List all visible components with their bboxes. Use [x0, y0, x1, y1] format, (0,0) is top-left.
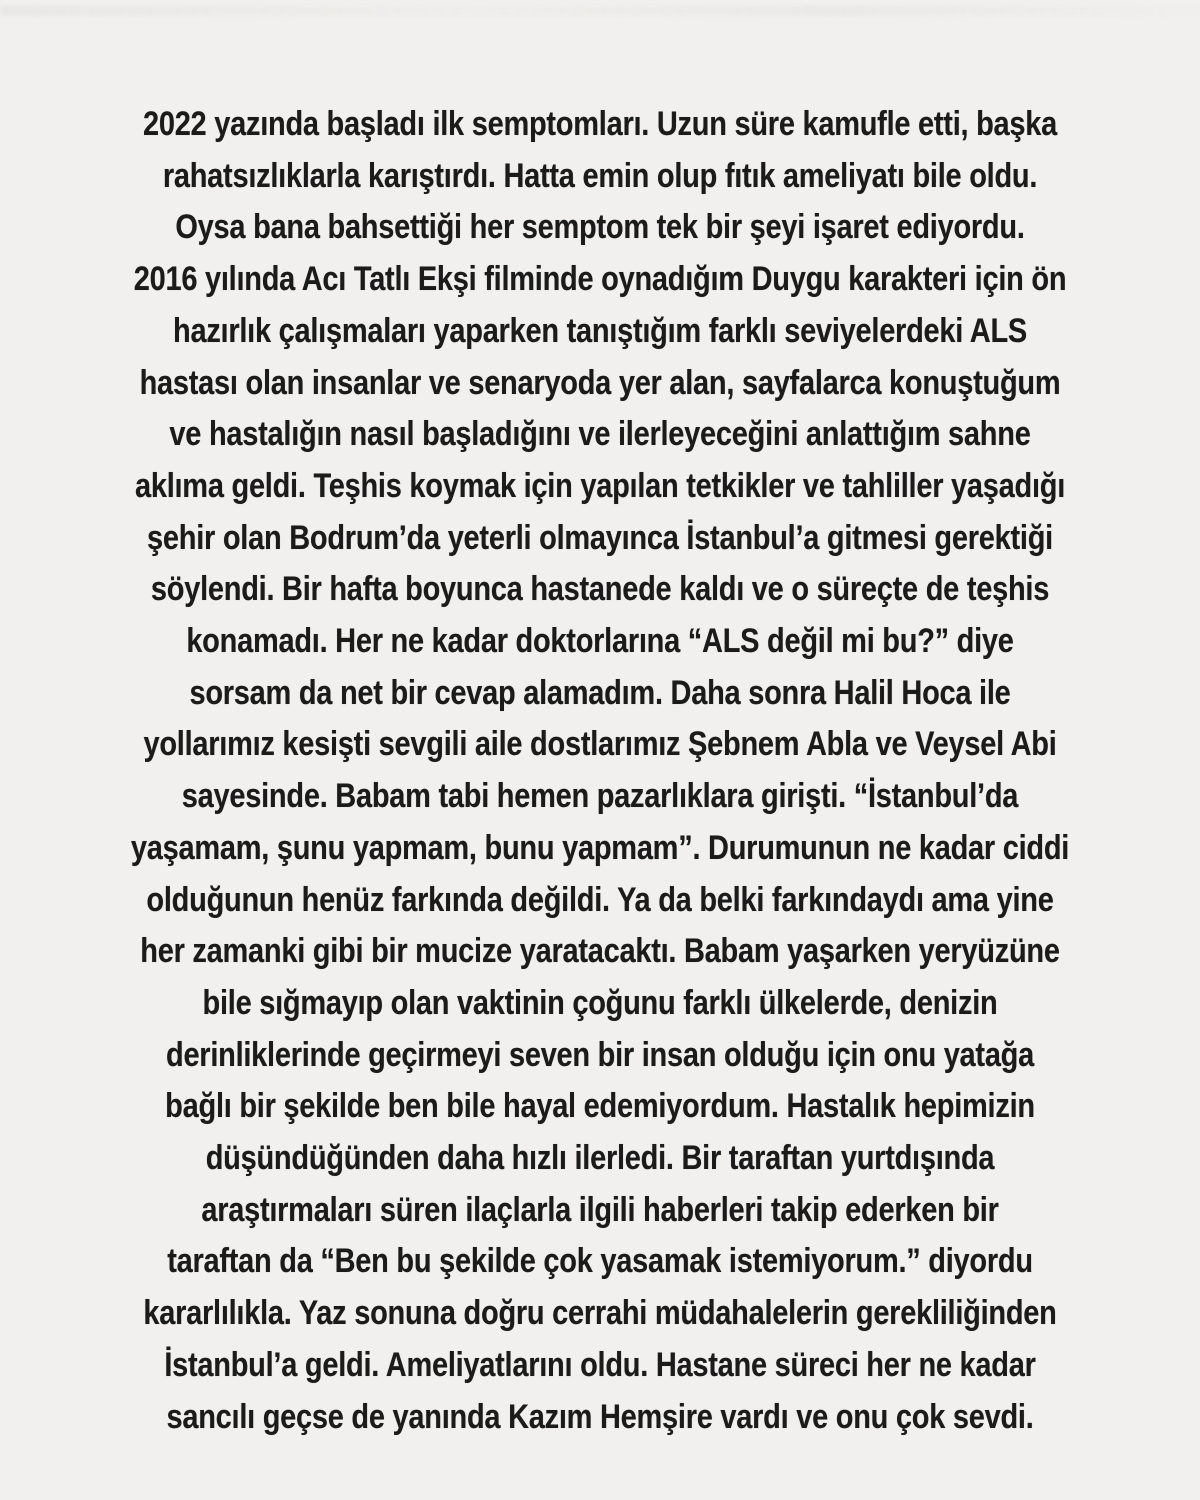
text-line: araştırmaları süren ilaçlarla ilgili haberleri takip ederken bir [201, 1190, 999, 1229]
text-line: olduğunun henüz farkında değildi. Ya da belki farkındaydı ama yine [146, 880, 1054, 919]
text-line: İstanbul’a geldi. Ameliyatlarını oldu. Hastane süreci her ne kadar [164, 1345, 1036, 1384]
text-line: her zamanki gibi bir mucize yaratacaktı. Babam yaşarken yeryüzüne [140, 932, 1060, 971]
text-line: kararlılıkla. Yaz sonuna doğru cerrahi müdahalelerin gerekliliğinden [143, 1294, 1057, 1333]
text-line: sayesinde. Babam tabi hemen pazarlıklara girişti. “İstanbul’da [181, 777, 1019, 816]
top-edge-artifact [0, 6, 1200, 16]
text-line: sorsam da net bir cevap alamadım. Daha sonra Halil Hoca ile [189, 673, 1011, 712]
text-line: hastası olan insanlar ve senaryoda yer alan, sayfalarca konuştuğum [139, 363, 1061, 402]
text-line: düşündüğünden daha hızlı ilerledi. Bir taraftan yurtdışında [205, 1139, 995, 1178]
text-line: sancılı geçse de yanında Kazım Hemşire vardı ve onu çok sevdi. [166, 1397, 1034, 1436]
text-line: taraftan da “Ben bu şekilde çok yasamak istemiyorum.” diyordu [167, 1242, 1033, 1281]
text-line: 2022 yazında başladı ilk semptomları. Uzun süre kamufle etti, başka [142, 105, 1058, 143]
text-line: söylendi. Bir hafta boyunca hastanede kaldı ve o süreçte de teşhis [150, 570, 1050, 609]
text-line: şehir olan Bodrum’da yeterli olmayınca İstanbul’a gitmesi gerektiği [147, 518, 1053, 557]
text-line: ve hastalığın nasıl başladığını ve ilerleyeceğini anlattığım sahne [169, 415, 1031, 454]
text-line: derinliklerinde geçirmeyi seven bir insan olduğu için onu yatağa [165, 1035, 1035, 1074]
text-line: aklıma geldi. Teşhis koymak için yapılan tetkikler ve tahliller yaşadığı [134, 466, 1066, 505]
text-line: hazırlık çalışmaları yaparken tanıştığım farklı seviyelerdeki ALS [173, 311, 1027, 350]
text-line: konamadı. Her ne kadar doktorlarına “ALS değil mi bu?” diye [186, 622, 1014, 661]
text-line: yaşamam, şunu yapmam, bunu yapmam”. Durumunun ne kadar ciddi [130, 828, 1070, 867]
text-line: bile sığmayıp olan vaktinin çoğunu farklı ülkelerde, denizin [202, 983, 998, 1022]
text-line: yollarımız kesişti sevgili aile dostlarımız Şebnem Abla ve Veysel Abi [143, 725, 1057, 764]
text-line: Oysa bana bahsettiği her semptom tek bir şeyi işaret ediyordu. [175, 208, 1025, 247]
text-line: bağlı bir şekilde ben bile hayal edemiyordum. Hastalık hepimizin [165, 1087, 1035, 1126]
story-text-block [113, 99, 1087, 1443]
text-line: rahatsızlıklarla karıştırdı. Hatta emin olup fıtık ameliyatı bile oldu. [162, 156, 1038, 195]
text-line: 2016 yılında Acı Tatlı Ekşi filminde oynadığım Duygu karakteri için ön [133, 260, 1067, 299]
